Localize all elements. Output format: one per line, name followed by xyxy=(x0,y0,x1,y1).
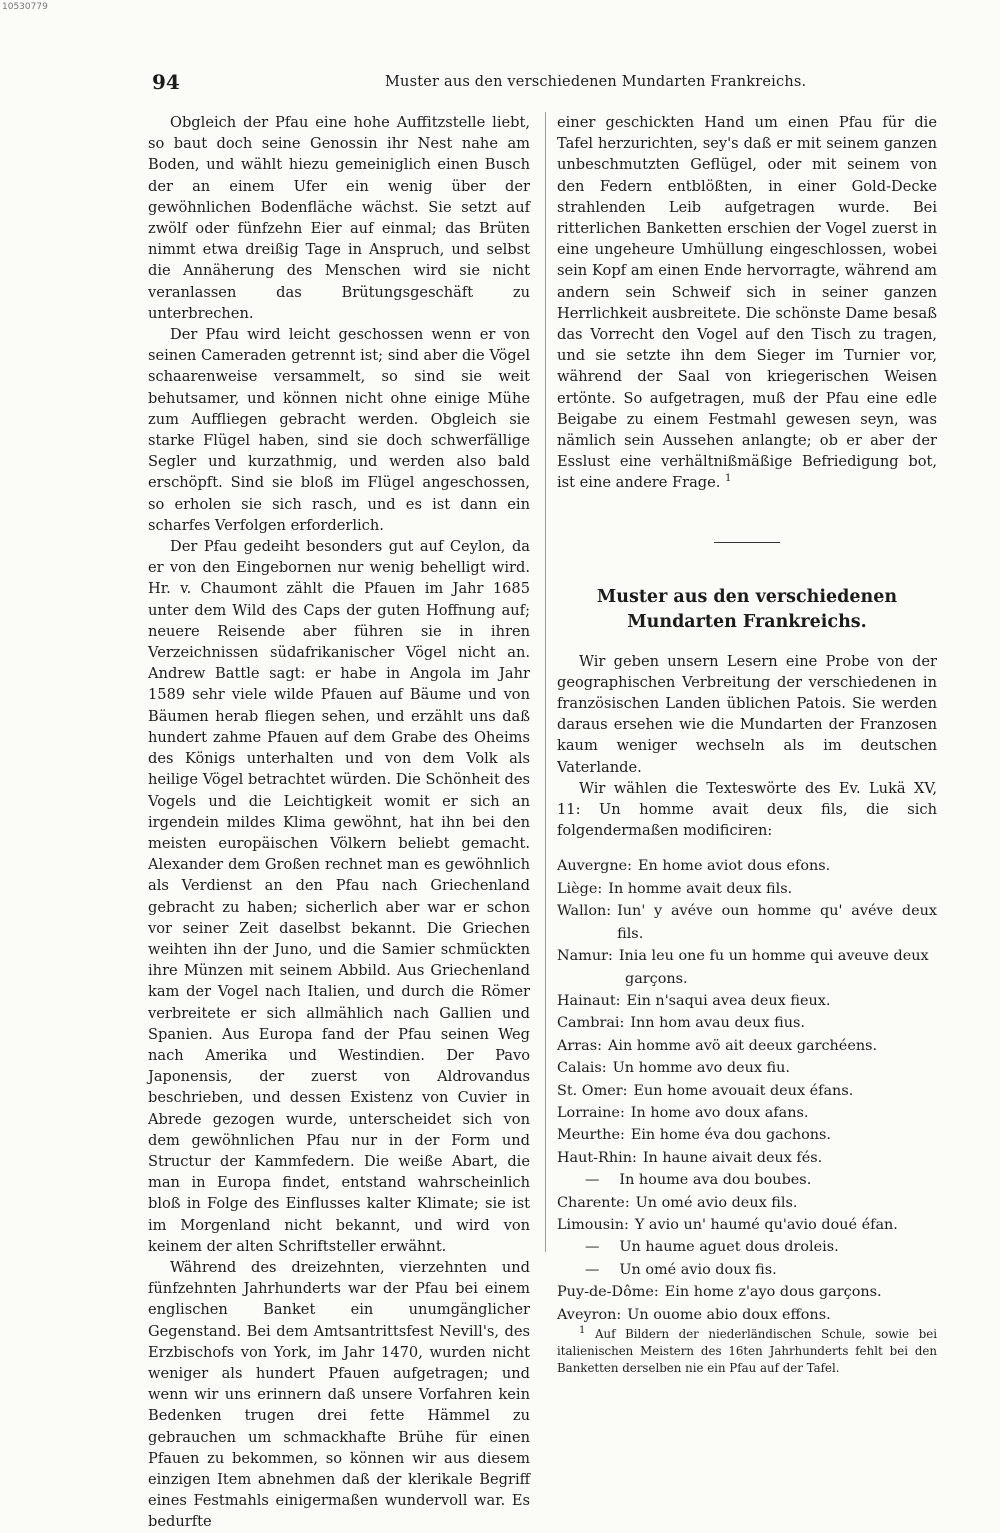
dialect-row xyxy=(557,1236,937,1258)
dialect-row xyxy=(557,945,937,967)
page-number: 94 xyxy=(152,70,180,94)
continuation-text: einer geschickten Hand um einen Pfau für die Tafel herzurichten, sey's daß er mit seinem ganzen unbeschmutzten Geflügel, oder mit seinem von den Federn entblößten, in einer Gold-Decke strahlenden Leib aufgetragen wurde. Bei ritterlichen Banketten erschien der Vogel zuerst in eine ungeheure Umhüllung eingeschlossen, wobei sein Kopf am einen Ende hervorragte, während am andern sein Schweif sich in seiner ganzen Herrlichkeit ausbreitete. Die schönste Dame besaß das Vorrecht den Vogel auf den Tisch zu tragen, und sie setzte ihn dem Sieger im Turnier vor, während der Saal von kriegerischen Weisen ertönte. So aufgetragen, muß der Pfau eine edle Beigabe zu einem Festmahl gewesen seyn, was nämlich sein Aussehen anlangte; ob er aber der Esslust eine verhältnißmäßige Befriedigung bot, ist eine andere Frage. xyxy=(557,114,937,492)
dialect-text: In homme avait deux fils. xyxy=(608,880,793,897)
dialect-row xyxy=(557,855,937,877)
dialect-place: Cambrai: xyxy=(557,1015,625,1032)
dialect-place: Puy-de-Dôme: xyxy=(557,1284,659,1301)
dialect-text: Ein home éva dou gachons. xyxy=(630,1127,831,1144)
footnote-text: Auf Bildern der niederländischen Schule, sowie bei italienischen Meistern des 16ten Jahrhunderts fehlt bei den Banketten derselben nie ein Pfau auf der Tafel. xyxy=(557,1327,938,1376)
paragraph: Der Pfau gedeiht besonders gut auf Ceylon, da er von den Eingebornen nur wenig behelligt wird. Hr. v. Chaumont zählt die Pfauen im Jahr 1685 unter dem Wild des Caps der guten Hoffnung auf; neuere Reisende aber führen sie in ihren Verzeichnissen südafrikanischer Vögel nicht an. Andrew Battle sagt: er habe in Angola im Jahr 1589 sehr viele wilde Pfauen auf Bäume und von Bäumen herab fliegen sehen, und erzählt uns daß hundert zahme Pfauen auf dem Grabe des Oheims des Königs unterhalten und von dem Volk als heilige Vögel betrachtet würden. Die Schönheit des Vogels und die Leichtigkeit womit er sich an irgendein mildes Klima gewöhnt, hat ihn bei den meisten europäischen Völkern beliebt gemacht. Alexander dem Großen rechnet man es gewöhnlich als Verdienst an den Pfau nach Griechenland gebracht zu haben; sicherlich aber war er schon vor seiner Zeit daselbst bekannt. Die Griechen weihten ihn der Juno, und die Samier schmückten ihre Münzen mit seinem Abbild. Aus Griechenland kam der Vogel nach Italien, und durch die Römer verbreitete er sich allmählich nach Gallien und Spanien. Aus Europa fand der Pfau seinen Weg nach Amerika und Westindien. Der Pavo Japonensis, der zuerst von Aldrovandus beschrieben, und dessen Existenz von Cuvier in Abrede gezogen wurde, unterscheidet sich von dem gewöhnlichen Pfau nur in der Form und Structur der Kammfedern. Die weiße Abart, die man in Europa findet, entstand wahrscheinlich bloß in Folge des Einflusses kalter Klimate; sie ist im Morgenland nicht bekannt, und wird von keinem der alten Schriftsteller erwähnt. xyxy=(148,538,530,1255)
section-title: Muster aus den verschiedenen Mundarten Frankreichs. xyxy=(596,586,898,632)
dialect-row xyxy=(557,1012,937,1034)
paragraph: Der Pfau wird leicht geschossen wenn er von seinen Cameraden getrennt ist; sind aber die Vögel schaarenweise versammelt, so sind sie weit behutsamer, und können nicht ohne einige Mühe zum Auffliegen gebracht werden. Obgleich sie starke Flügel haben, sind sie doch schwerfällige Segler und kurzathmig, und werden also bald erschöpft. Sind sie bloß im Flügel angeschossen, so erholen sie sich rasch, und es ist dann ein scharfes Verfolgen erforderlich. xyxy=(148,326,530,534)
section-divider xyxy=(714,542,780,543)
intro-paragraph: Wir wählen die Texteswörte des Ev. Lukä XV, 11: Un homme avait deux fils, die sich folgendermaßen modificiren: xyxy=(557,779,937,840)
dialect-place: Hainaut: xyxy=(557,992,621,1009)
dialect-place: Calais: xyxy=(557,1060,607,1077)
dialect-place: Haut-Rhin: xyxy=(557,1149,637,1166)
dialect-row xyxy=(557,1035,937,1057)
scan-id: 10530779 xyxy=(2,2,48,12)
dialect-row xyxy=(557,1192,937,1214)
paragraph-continuation xyxy=(557,112,937,494)
dialect-row xyxy=(557,1124,937,1146)
dialect-place: Meurthe: xyxy=(557,1127,625,1144)
footnote-reference: 1 xyxy=(725,473,732,485)
dialect-place: Aveyron: xyxy=(557,1306,622,1323)
dialect-row xyxy=(557,1057,937,1079)
footnote xyxy=(557,1326,937,1377)
dialect-text: In home avo doux afans. xyxy=(630,1104,809,1121)
dialect-text: Iun' y avéve oun homme qu' avéve deux fils. xyxy=(617,903,937,942)
dialect-place: Namur: xyxy=(557,948,613,965)
dialect-row xyxy=(557,1169,937,1191)
dialect-row xyxy=(557,1147,937,1169)
footnote-marker: 1 xyxy=(579,1325,586,1337)
intro-paragraph: Wir geben unsern Lesern eine Probe von der geographischen Verbreitung der verschiedenen in französischen Landen üblichen Patois. Sie werden daraus ersehen wie die Mundarten der Franzosen kaum weniger wechseln als im deutschen Vaterlande. xyxy=(557,652,937,776)
dialect-text: In haune aivait deux fés. xyxy=(642,1149,823,1166)
dialect-row xyxy=(557,878,937,900)
dialect-text: Un omé avio doux fis. xyxy=(619,1261,777,1278)
dialect-place: Liège: xyxy=(557,880,603,897)
dialect-text: Y avio un' haumé qu'avio doué éfan. xyxy=(634,1216,898,1233)
dialect-row xyxy=(557,968,937,990)
dialect-place: Wallon: xyxy=(557,903,612,920)
paragraph: Während des dreizehnten, vierzehnten und fünfzehnten Jahrhunderts war der Pfau bei einem englischen Banket ein unumgänglicher Gegenstand. Bei dem Amtsantrittsfest Nevill's, des Erzbischofs von York, im Jahr 1470, wurden nicht weniger als hundert Pfauen aufgetragen; und wenn wir uns erinnern daß unsere Vorfahren kein Bedenken trugen drei fette Hämmel zu gebrauchen um schmackhafte Brühe für einen Pfauen zu bekommen, so können wir aus diesem einzigen Item abnehmen daß der klerikale Begriff eines Festmahls einigermaßen wundervoll war. Es bedurfte xyxy=(148,1258,530,1531)
dialect-text: Ain homme avö ait deeux garchéens. xyxy=(607,1037,878,1054)
dialect-row xyxy=(557,900,937,945)
dialect-place: Lorraine: xyxy=(557,1104,625,1121)
paragraph: Obgleich der Pfau eine hohe Auffitzstelle liebt, so baut doch seine Genossin ihr Nest nahe am Boden, und wählt hiezu gemeiniglich einen Busch der an einem Ufer ein wenig über der gewöhnlichen Bodenfläche wächst. Sie setzt auf zwölf oder fünfzehn Eier auf einmal; das Brüten nimmt etwa dreißig Tage in Anspruch, und selbst die Annäherung des Menschen wird sie nicht veranlassen das Brütungsgeschäft zu unterbrechen. xyxy=(148,114,530,322)
dialect-place: — xyxy=(585,1261,600,1278)
dialect-text: In houme ava dou boubes. xyxy=(619,1172,812,1189)
dialect-text: Un ouome abio doux effons. xyxy=(627,1306,831,1323)
dialect-row xyxy=(557,1281,937,1303)
dialect-text: garçons. xyxy=(625,970,688,987)
right-column xyxy=(557,112,937,1377)
dialect-place: — xyxy=(585,1239,600,1256)
dialect-text: Un homme avo deux fiu. xyxy=(612,1060,790,1077)
dialect-text: Un haume aguet dous droleis. xyxy=(619,1239,839,1256)
dialect-row xyxy=(557,1259,937,1281)
dialect-text: Eun home avouait deux éfans. xyxy=(633,1082,854,1099)
dialect-place: Limousin: xyxy=(557,1216,629,1233)
dialect-text: Ein n'saqui avea deux fieux. xyxy=(626,992,831,1009)
dialect-row xyxy=(557,1102,937,1124)
dialect-row xyxy=(557,990,937,1012)
dialect-text: Inia leu one fu un homme qui aveuve deux xyxy=(618,948,929,965)
dialect-place: — xyxy=(585,1172,600,1189)
dialect-text: En home aviot dous efons. xyxy=(638,858,831,875)
left-column xyxy=(148,112,530,1533)
dialect-text: Ein home z'ayo dous garçons. xyxy=(664,1284,882,1301)
dialect-row xyxy=(557,1080,937,1102)
dialect-place: Charente: xyxy=(557,1194,630,1211)
dialect-list xyxy=(557,855,937,1326)
dialect-place: St. Omer: xyxy=(557,1082,628,1099)
dialect-row xyxy=(557,1214,937,1236)
dialect-place: Arras: xyxy=(557,1037,602,1054)
dialect-text: Inn hom avau deux fius. xyxy=(630,1015,805,1032)
dialect-text: Un omé avio deux fils. xyxy=(635,1194,798,1211)
dialect-row xyxy=(557,1304,937,1326)
dialect-place: Auvergne: xyxy=(557,858,633,875)
running-head: Muster aus den verschiedenen Mundarten Frankreichs. xyxy=(385,74,807,90)
column-divider xyxy=(545,112,546,1252)
